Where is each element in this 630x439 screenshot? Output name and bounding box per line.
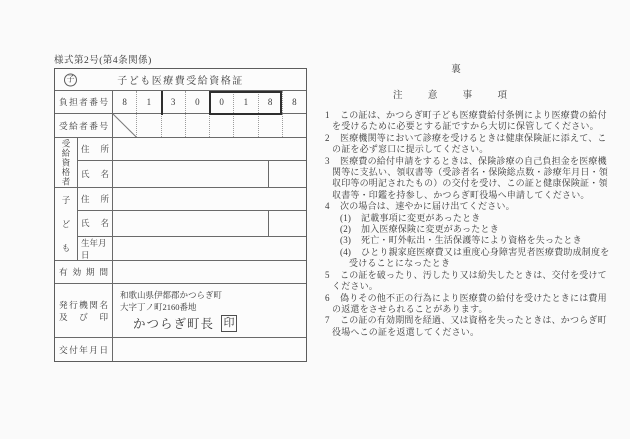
child-birthdate-label: 生年月日	[78, 237, 113, 260]
child-address-value	[113, 188, 306, 210]
beneficiary-name-value	[113, 161, 268, 187]
note-sub-number: (1)	[340, 212, 352, 223]
issuer-mayor-name: かつらぎ町長	[133, 316, 215, 331]
note-item	[325, 293, 614, 316]
child-address-row	[78, 188, 306, 211]
digit-cell: 8	[122, 97, 127, 107]
digit-cell	[258, 114, 282, 137]
note-item	[325, 156, 614, 202]
card-title: 子ども医療費受給資格証	[117, 76, 244, 87]
note-number: 6	[325, 292, 330, 303]
payer-number-row	[55, 91, 306, 114]
back-side-label: 裏	[451, 65, 461, 75]
payer-number-label: 負担者番号	[55, 91, 113, 113]
issuer-address-line1: 和歌山県伊都郡かつらぎ町	[120, 290, 223, 300]
note-text: この証を破ったり、汚したり又は紛失したときは、交付を受けてください。	[332, 269, 607, 292]
issuer-content	[113, 284, 306, 337]
digit-cell: 1	[136, 91, 160, 113]
note-text: この証は、かつらぎ町子ども医療費給付条例により医療費の給付を受けるために必要とする証ですから大切に保管してください。	[332, 110, 607, 132]
child-group-char: ど	[61, 219, 71, 229]
digit-cell: 8	[258, 91, 282, 113]
recipient-number-label: 受給者番号	[55, 114, 113, 137]
digit-cell: 1	[233, 91, 257, 113]
note-subitem	[340, 224, 614, 235]
note-sub-number: (3)	[340, 235, 352, 246]
note-subitem	[340, 247, 614, 270]
child-group-char: 子	[61, 195, 71, 205]
note-number: 7	[325, 315, 330, 326]
beneficiary-address-value	[113, 138, 306, 160]
digit-cell	[136, 114, 160, 137]
issuer-row	[55, 284, 306, 338]
child-name-tail-cell	[268, 211, 306, 236]
note-item	[325, 315, 614, 338]
beneficiary-address-label: 住所	[78, 138, 113, 160]
issuer-label: 発行機関名 及び印	[55, 284, 113, 337]
diagonal-slash-icon	[113, 114, 136, 137]
digit-cell	[185, 114, 209, 137]
certificate-front-table	[54, 68, 307, 362]
child-group-char: も	[61, 243, 71, 253]
note-number: 1	[325, 110, 330, 120]
child-section	[55, 188, 306, 261]
beneficiary-group-label: 受給資格者	[55, 138, 78, 187]
digit-cell	[233, 114, 257, 137]
child-name-row	[78, 211, 306, 237]
beneficiary-name-label: 氏名	[78, 161, 113, 187]
child-address-label: 住所	[78, 188, 113, 210]
note-subitem	[340, 213, 614, 224]
note-sub-text: 加入医療保険に変更があったとき	[361, 224, 499, 235]
issue-date-value	[113, 338, 306, 361]
note-item	[325, 270, 614, 293]
beneficiary-name-tail-cell	[268, 161, 306, 187]
note-text: 医療機関等において診療を受けるときは健康保険証に添えて、この証を必ず窓口に提示してください。	[332, 132, 607, 155]
note-sub-text: ひとり親家庭医療費又は重度心身障害児者医療費助成制度を受けることになったとき	[349, 246, 610, 269]
child-name-label: 氏名	[78, 211, 113, 236]
digit-cell: 0	[185, 91, 209, 113]
beneficiary-section	[55, 138, 306, 188]
notice-heading: 注意事項	[393, 91, 507, 101]
child-group-label	[55, 188, 78, 260]
digit-cell: 0	[209, 91, 233, 113]
valid-period-value	[113, 261, 306, 283]
digit-cell: 8	[282, 91, 306, 113]
digit-cell	[161, 114, 185, 137]
note-sub-text: 死亡・町外転出・生活保護等により資格を失ったとき	[361, 235, 582, 246]
card-header-row	[55, 69, 306, 91]
note-item	[325, 133, 614, 156]
note-sub-number: (4)	[340, 246, 352, 257]
note-subitem	[340, 235, 614, 246]
issuer-address-line2: 大字丁ノ町2160番地	[120, 302, 197, 313]
notes-list	[325, 110, 614, 338]
payer-number-cells	[113, 91, 306, 113]
digit-cell	[282, 114, 306, 137]
note-text: 偽りその他不正の行為により医療費の給付を受けたときには費用の返還をさせられることがあります。	[332, 292, 607, 314]
note-text: この証の有効期間を経過、又は資格を失ったときは、かつらぎ町役場へこの証を返還してください。	[332, 315, 607, 337]
digit-cell	[113, 114, 136, 137]
note-number: 3	[325, 155, 330, 166]
recipient-number-row	[55, 114, 306, 138]
child-name-value	[113, 211, 268, 236]
beneficiary-name-row	[78, 161, 306, 187]
issue-date-row	[55, 338, 306, 361]
note-number: 5	[325, 269, 330, 280]
child-mark-circle-icon: 子	[64, 73, 77, 86]
back-side-panel	[325, 61, 614, 338]
digit-cell	[209, 114, 233, 137]
note-item	[325, 201, 614, 212]
note-number: 4	[325, 201, 330, 212]
beneficiary-address-row	[78, 138, 306, 161]
note-item	[325, 110, 614, 133]
issue-date-label: 交付年月日	[55, 338, 113, 361]
note-sub-number: (2)	[340, 224, 352, 235]
note-text: 次の場合は、速やかに届け出てください。	[340, 201, 515, 212]
child-birthdate-row	[78, 237, 306, 260]
valid-period-row	[55, 261, 306, 284]
recipient-number-cells	[113, 114, 306, 137]
child-birthdate-value	[113, 237, 306, 260]
valid-period-label: 有効期間	[55, 261, 113, 283]
digit-cell: 3	[161, 91, 185, 113]
form-code: 様式第2号(第4条関係)	[54, 56, 152, 66]
note-number: 2	[325, 132, 330, 143]
note-sub-text: 記載事項に変更があったとき	[361, 212, 481, 223]
note-text: 医療費の給付申請をするときは、保険診療の自己負担金を医療機関等に支払い、領収書等（受診者名・保険総点数・診療年月日・領収印等の明記されたもの）の交付を受け、この証と健康保険証・領収書等・印鑑を持参し、かつらぎ町役場へ申請してください。	[332, 155, 609, 200]
seal-box-icon: 印	[221, 315, 237, 332]
